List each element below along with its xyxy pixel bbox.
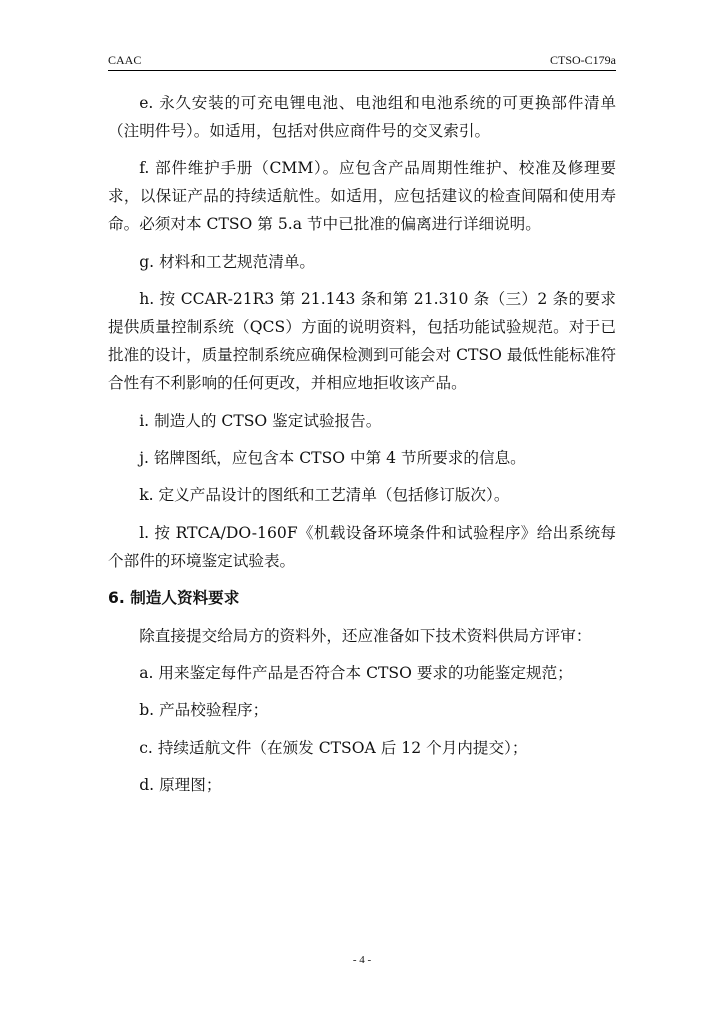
header-org: CAAC — [108, 53, 142, 67]
section-item-a: a. 用来鉴定每件产品是否符合本 CTSO 要求的功能鉴定规范； — [139, 663, 573, 682]
list-item-g: g. 材料和工艺规范清单。 — [139, 252, 316, 271]
list-item-h: h. 按 CCAR-21R3 第 21.143 条和第 21.310 条（三）2 条的要求提供质量控制系统（QCS）方面的说明资料，包括功能试验规范。对于已批准的设计，质量控制系统应确保检测到可能会对 CTSO 最低性能标准符合性有不利影响的任何更改，并相应地拒收该产品。 — [108, 290, 616, 393]
list-item-k: k. 定义产品设计的图纸和工艺清单（包括修订版次）。 — [139, 486, 510, 505]
document-body — [108, 89, 616, 808]
list-item-l: l. 按 RTCA/DO-160F《机载设备环境条件和试验程序》给出系统每个部件的环境鉴定试验表。 — [108, 523, 616, 570]
list-item-i: i. 制造人的 CTSO 鉴定试验报告。 — [139, 411, 382, 430]
section-intro: 除直接提交给局方的资料外，还应准备如下技术资料供局方评审： — [139, 626, 592, 645]
list-item-f: f. 部件维护手册（CMM）。应包含产品周期性维护、校准及修理要求，以保证产品的持续适航性。如适用，应包括建议的检查间隔和使用寿命。必须对本 CTSO 第 5.a 节中已批准的偏离进行详细说明。 — [108, 159, 616, 234]
section-item-d: d. 原理图； — [139, 776, 222, 795]
section-item-c: c. 持续适航文件（在颁发 CTSOA 后 12 个月内提交）； — [139, 738, 528, 757]
list-item-e: e. 永久安装的可充电锂电池、电池组和电池系统的可更换部件清单（注明件号）。如适用，包括对供应商件号的交叉索引。 — [108, 94, 616, 140]
section-heading: 6. 制造人资料要求 — [108, 589, 240, 608]
section-item-b: b. 产品校验程序； — [139, 701, 269, 720]
page-header — [108, 50, 616, 71]
page-number: - 4 - — [352, 954, 372, 966]
list-item-j: j. 铭牌图纸，应包含本 CTSO 中第 4 节所要求的信息。 — [139, 448, 526, 467]
header-doc-id: CTSO-C179a — [550, 53, 616, 67]
